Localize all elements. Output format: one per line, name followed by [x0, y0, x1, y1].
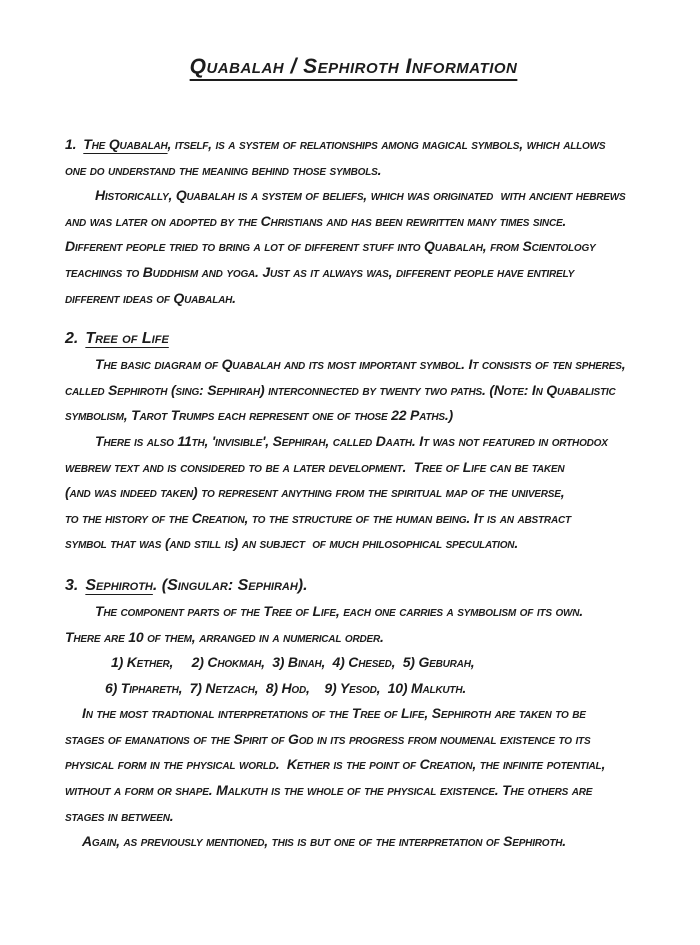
section-number: 2.	[65, 330, 79, 348]
section-heading-rest: , itself, is a system of relationships among magical symbols, which allows	[167, 136, 606, 152]
text-line: There is also 11th, 'invisible', Sephirah, called Daath. It was not featured in orthodox	[95, 432, 608, 449]
section-heading-underlined: Tree of Life	[85, 330, 169, 348]
text-line: different ideas of Quabalah.	[65, 289, 236, 306]
text-line: symbolism, Tarot Trumps each represent one of those 22 Paths.)	[65, 407, 454, 424]
text-line: and was later on adopted by the Christians and has been rewritten many times since.	[65, 212, 567, 229]
text-line: The component parts of the Tree of Life, each one carries a symbolism of its own.	[95, 602, 584, 619]
text-line: The basic diagram of Quabalah and its most important symbol. It consists of ten spheres,	[95, 356, 626, 373]
text-line: to the history of the Creation, to the structure of the human being. It is an abstract	[65, 509, 571, 526]
text-line: stages in between.	[65, 807, 174, 824]
text-line: without a form or shape. Malkuth is the whole of the physical existence. The others are	[65, 782, 593, 799]
document-title-text: Quabalah / Sephiroth Information	[189, 55, 518, 78]
sephiroth-list-line: 1) Kether, 2) Chokmah, 3) Binah, 4) Chesed, 5) Geburah,	[111, 654, 475, 671]
text-line: Historically, Quabalah is a system of beliefs, which was originated with ancient hebrews	[95, 187, 626, 204]
section-tree-of-life	[65, 325, 642, 557]
text-line: Different people tried to bring a lot of different stuff into Quabalah, from Scientology	[65, 238, 596, 255]
text-line: (and was indeed taken) to represent anything from the spiritual map of the universe,	[65, 484, 565, 501]
text-line: There are 10 of them, arranged in a numerical order.	[65, 628, 384, 645]
section-heading-underlined: The Quabalah	[83, 136, 168, 152]
section-number: 1.	[65, 136, 77, 152]
section-heading-underlined: Sephiroth	[85, 576, 153, 594]
section-heading-line	[65, 572, 642, 599]
text-line: teachings to Buddhism and yoga. Just as it always was, different people have entirely	[65, 263, 575, 280]
text-line: Again, as previously mentioned, this is but one of the interpretation of Sephiroth.	[82, 833, 566, 850]
section-number: 3.	[65, 576, 79, 594]
text-line: stages of emanations of the Spirit of God in its progress from noumenal existence to its	[65, 730, 591, 747]
section-heading-rest: . (Singular: Sephirah).	[152, 576, 308, 594]
text-line: called Sephiroth (sing: Sephirah) interconnected by twenty two paths. (Note: In Quabalistic	[65, 381, 616, 398]
text-line: one do understand the meaning behind those symbols.	[65, 161, 382, 178]
section-sephiroth	[65, 572, 642, 855]
text-line: physical form in the physical world. Kether is the point of Creation, the infinite potential,	[65, 756, 606, 773]
text-line: webrew text and is considered to be a later development. Tree of Life can be taken	[65, 458, 565, 475]
text-line: In the most tradtional interpretations of the Tree of Life, Sephiroth are taken to be	[82, 705, 586, 722]
document-title	[65, 52, 642, 82]
section-heading-line	[65, 325, 642, 352]
sephiroth-list-line: 6) Tiphareth, 7) Netzach, 8) Hod, 9) Yesod, 10) Malkuth.	[105, 679, 467, 696]
section-heading-line	[65, 132, 642, 158]
text-line: symbol that was (and still is) an subject of much philosophical speculation.	[65, 535, 519, 552]
section-the-quabalah	[65, 132, 642, 311]
